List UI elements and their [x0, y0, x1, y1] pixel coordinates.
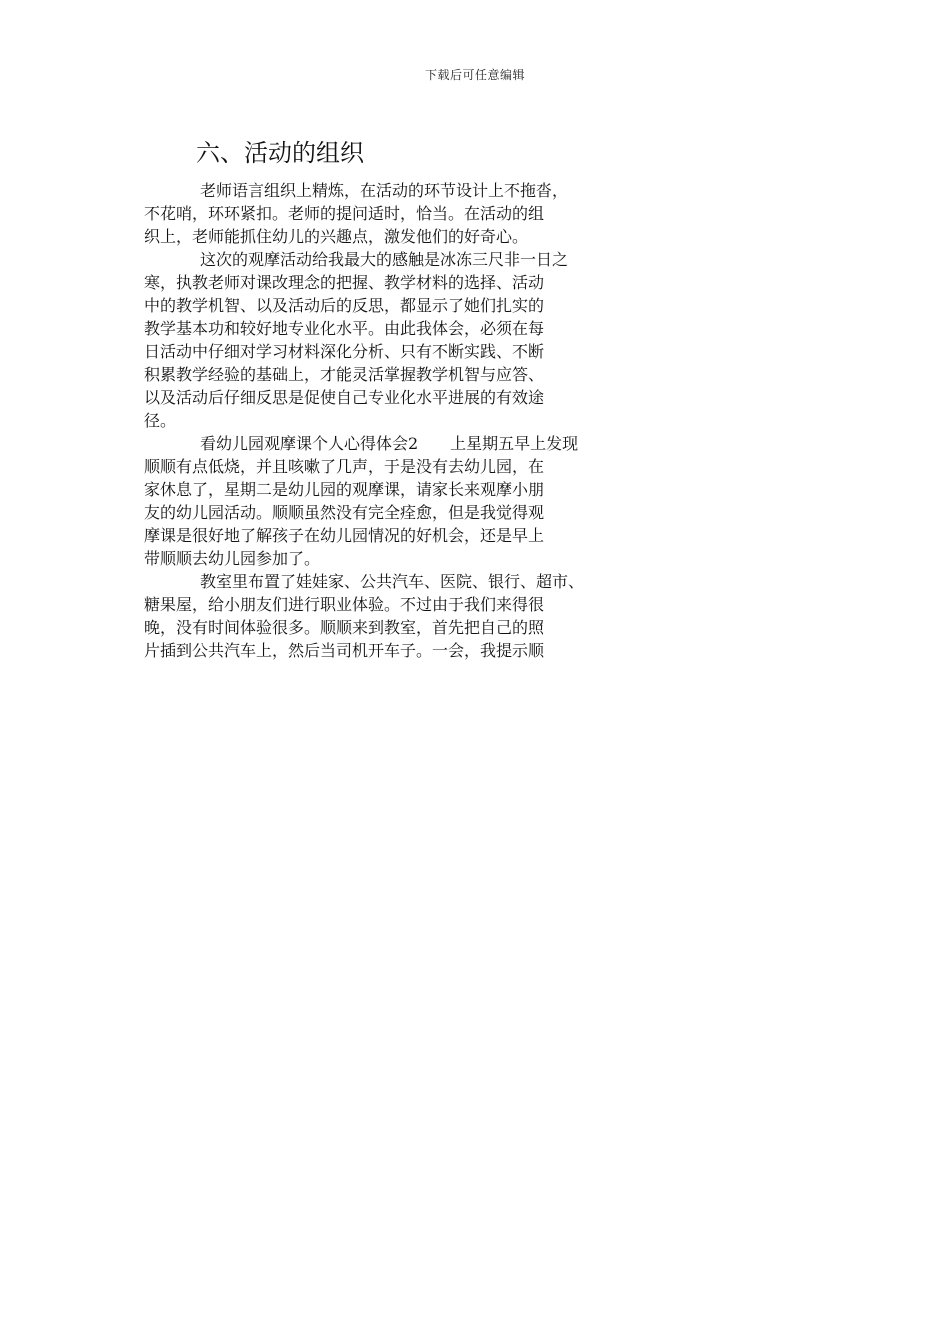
paragraph-line: 顺顺有点低烧，并且咳嗽了几声，于是没有去幼儿园，在 [144, 457, 545, 476]
paragraph-line: 看幼儿园观摩课个人心得体会2 上星期五早上发现 [200, 434, 579, 453]
paragraph-line: 友的幼儿园活动。顺顺虽然没有完全痊愈，但是我觉得观 [144, 503, 545, 522]
section-title: 六、活动的组织 [196, 139, 364, 167]
paragraph-line: 织上，老师能抓住幼儿的兴趣点，激发他们的好奇心。 [144, 227, 529, 246]
document-body [144, 128, 814, 661]
paragraph-line: 带顺顺去幼儿园参加了。 [144, 549, 321, 568]
paragraph-line: 老师语言组织上精炼，在活动的环节设计上不拖沓， [200, 181, 569, 200]
paragraph-line: 家休息了，星期二是幼儿园的观摩课，请家长来观摩小朋 [144, 480, 545, 499]
paragraph-1 [144, 178, 814, 247]
paragraph-line: 日活动中仔细对学习材料深化分析、只有不断实践、不断 [144, 342, 545, 361]
paragraph-line: 这次的观摩活动给我最大的感触是冰冻三尺非一日之 [200, 250, 569, 269]
paragraph-line: 教学基本功和较好地专业化水平。由此我体会，必须在每 [144, 319, 545, 338]
paragraph-line: 以及活动后仔细反思是促使自己专业化水平进展的有效途 [144, 388, 545, 407]
paragraph-line: 径。 [144, 411, 177, 430]
paragraph-line: 中的教学机智、以及活动后的反思，都显示了她们扎实的 [144, 296, 545, 315]
paragraph-2 [144, 247, 814, 431]
paragraph-line: 积累教学经验的基础上，才能灵活掌握教学机智与应答、 [144, 365, 545, 384]
paragraph-line: 摩课是很好地了解孩子在幼儿园情况的好机会，还是早上 [144, 526, 545, 545]
paragraph-line: 教室里布置了娃娃家、公共汽车、医院、银行、超市、 [200, 572, 585, 591]
page-header: 下载后可任意编辑 [424, 68, 525, 82]
paragraph-line: 寒，执教老师对课改理念的把握、教学材料的选择、活动 [144, 273, 545, 292]
paragraph-line: 片插到公共汽车上，然后当司机开车子。一会，我提示顺 [144, 641, 545, 660]
paragraph-line: 晚，没有时间体验很多。顺顺来到教室，首先把自己的照 [144, 618, 545, 637]
paragraph-4 [144, 569, 814, 661]
paragraph-line: 糖果屋，给小朋友们进行职业体验。不过由于我们来得很 [144, 595, 545, 614]
paragraph-line: 不花哨，环环紧扣。老师的提问适时，恰当。在活动的组 [144, 204, 545, 223]
paragraph-3 [144, 431, 814, 569]
